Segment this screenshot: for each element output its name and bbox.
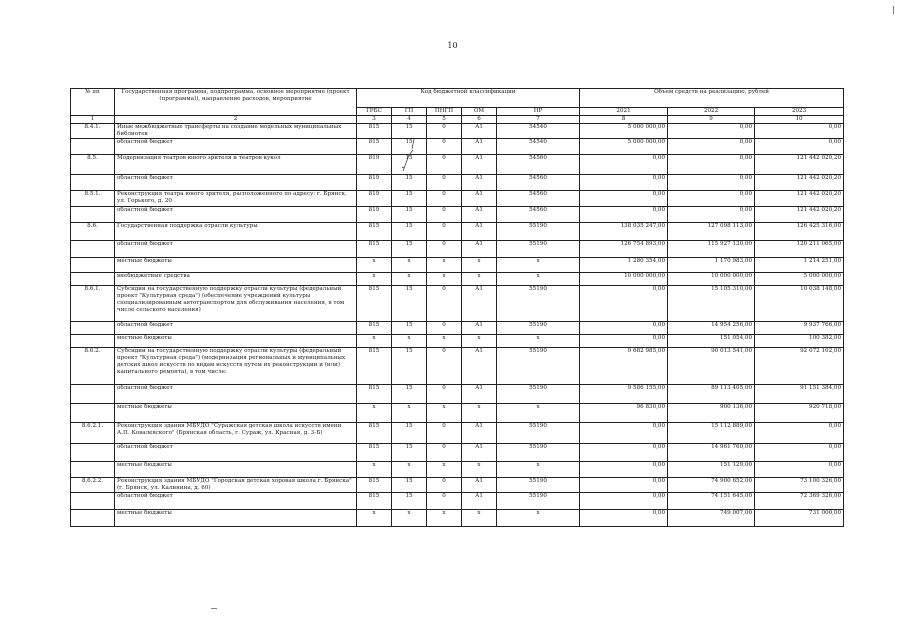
header-pngp: ПНГП: [427, 108, 462, 116]
row-value-2023: 10 038 148,00: [755, 285, 844, 321]
row-nr: 54560: [497, 154, 580, 174]
row-nr: х: [497, 257, 580, 272]
row-value-2021: 5 000 000,00: [580, 138, 668, 154]
row-grbs: 815: [357, 477, 392, 492]
row-value-2023: 731 000,00: [755, 509, 844, 526]
row-value-2021: 9 586 155,00: [580, 384, 668, 403]
row-value-2021: 0,00: [580, 461, 668, 477]
row-value-2021: 9 682 985,00: [580, 347, 668, 384]
row-pngp: 0: [427, 443, 462, 461]
row-value-2022: 89 113 405,00: [668, 384, 755, 403]
row-name: областной бюджет: [115, 321, 357, 334]
row-om: А1: [462, 347, 497, 384]
table-row: [71, 443, 844, 461]
row-value-2023: 121 442 020,20: [755, 190, 844, 206]
corner-tick-mark: [893, 6, 894, 14]
row-number: 8.6.2.2.: [71, 477, 115, 492]
row-gp: х: [392, 509, 427, 526]
row-om: А1: [462, 422, 497, 443]
row-value-2022: 115 927 130,00: [668, 240, 755, 257]
row-value-2022: 14 961 760,00: [668, 443, 755, 461]
row-pngp: 0: [427, 154, 462, 174]
row-number: [71, 321, 115, 334]
row-value-2022: 0,00: [668, 206, 755, 222]
row-number: [71, 272, 115, 285]
row-gp: 15: [392, 384, 427, 403]
header-2021: 2021: [580, 108, 668, 116]
row-grbs: 819: [357, 174, 392, 190]
row-name: Модернизация театров юного зрителя и театров кукол: [115, 154, 357, 174]
column-index: 2: [115, 116, 357, 124]
table-row: [71, 477, 844, 492]
footer-mark: [211, 608, 217, 609]
row-value-2023: 91 151 384,00: [755, 384, 844, 403]
row-om: А1: [462, 154, 497, 174]
row-pngp: 0: [427, 190, 462, 206]
table-row: [71, 492, 844, 509]
row-value-2023: 0,00: [755, 138, 844, 154]
row-value-2022: 14 954 256,00: [668, 321, 755, 334]
row-name: областной бюджет: [115, 206, 357, 222]
column-index-row: [71, 116, 844, 124]
row-value-2023: 0,00: [755, 124, 844, 139]
row-value-2023: 5 000 000,00: [755, 272, 844, 285]
header-kbk: Код бюджетной классификации: [357, 89, 580, 108]
row-nr: 55190: [497, 443, 580, 461]
row-nr: 55190: [497, 347, 580, 384]
page-number: 10: [447, 41, 458, 50]
row-om: А1: [462, 190, 497, 206]
row-name: Субсидии на государственную поддержку отрасли культуры (федеральный проект "Культурная среда") (обеспечение учреждений культуры специализированным автотранспортом для обслуживания населения, в том числе сельского населения): [115, 285, 357, 321]
row-value-2022: 0,00: [668, 138, 755, 154]
column-index: 5: [427, 116, 462, 124]
row-name: местные бюджеты: [115, 257, 357, 272]
row-grbs: х: [357, 403, 392, 422]
row-number: [71, 492, 115, 509]
table-row: [71, 154, 844, 174]
row-value-2022: 74 900 652,00: [668, 477, 755, 492]
row-name: областной бюджет: [115, 174, 357, 190]
row-gp: 15: [392, 222, 427, 240]
row-grbs: 815: [357, 422, 392, 443]
row-name: Субсидии на государственную поддержку отрасли культуры (федеральный проект "Культурная среда") (модернизация региональных и муниципальных детских школ искусств по видам искусств путем их реконструкции и (или) капитального ремонта), в том числе:: [115, 347, 357, 384]
row-grbs: х: [357, 461, 392, 477]
table-row: [71, 461, 844, 477]
row-gp: 15: [392, 321, 427, 334]
row-grbs: 819: [357, 190, 392, 206]
table-row: [71, 509, 844, 526]
header-2022: 2022: [668, 108, 755, 116]
row-value-2021: 0,00: [580, 321, 668, 334]
row-number: [71, 138, 115, 154]
row-nr: 55190: [497, 422, 580, 443]
row-nr: х: [497, 334, 580, 347]
row-name: областной бюджет: [115, 443, 357, 461]
row-value-2022: 15 105 310,00: [668, 285, 755, 321]
row-value-2021: 1 280 354,00: [580, 257, 668, 272]
table-row: [71, 422, 844, 443]
row-pngp: х: [427, 461, 462, 477]
row-value-2021: 0,00: [580, 190, 668, 206]
row-grbs: 815: [357, 443, 392, 461]
row-value-2022: 0,00: [668, 124, 755, 139]
column-index: 4: [392, 116, 427, 124]
row-number: 8.6.: [71, 222, 115, 240]
row-gp: х: [392, 461, 427, 477]
row-grbs: х: [357, 272, 392, 285]
row-om: х: [462, 257, 497, 272]
table-row: [71, 206, 844, 222]
row-name: областной бюджет: [115, 138, 357, 154]
row-name: областной бюджет: [115, 384, 357, 403]
row-number: [71, 257, 115, 272]
table-row: [71, 124, 844, 139]
row-value-2021: 10 000 000,00: [580, 272, 668, 285]
row-grbs: 815: [357, 492, 392, 509]
row-gp: 15: [392, 443, 427, 461]
row-number: 8.5.1.: [71, 190, 115, 206]
row-om: А1: [462, 477, 497, 492]
row-value-2023: 9 937 766,00: [755, 321, 844, 334]
row-nr: 54560: [497, 206, 580, 222]
table-body: [71, 124, 844, 527]
row-grbs: 819: [357, 154, 392, 174]
row-number: [71, 443, 115, 461]
table-row: [71, 403, 844, 422]
row-om: А1: [462, 174, 497, 190]
table-row: [71, 222, 844, 240]
row-value-2022: 151 054,00: [668, 334, 755, 347]
row-pngp: х: [427, 403, 462, 422]
row-value-2022: 0,00: [668, 154, 755, 174]
row-value-2021: 0,00: [580, 477, 668, 492]
row-name: Государственная поддержка отрасли культуры: [115, 222, 357, 240]
header-gp: ГП: [392, 108, 427, 116]
table-row: [71, 334, 844, 347]
row-grbs: х: [357, 257, 392, 272]
row-value-2022: 0,00: [668, 190, 755, 206]
row-name: Реконструкция здания МБУДО "Суражская детская школа искусств имени А.П. Ковалевского" (Брянская область, г. Сураж, ул. Красная, д. 3-Б): [115, 422, 357, 443]
row-pngp: х: [427, 334, 462, 347]
row-nr: 55190: [497, 384, 580, 403]
column-index: 8: [580, 116, 668, 124]
row-om: х: [462, 403, 497, 422]
row-value-2022: 0,00: [668, 174, 755, 190]
row-value-2022: 749 007,00: [668, 509, 755, 526]
row-pngp: 0: [427, 174, 462, 190]
row-pngp: 0: [427, 138, 462, 154]
row-pngp: 0: [427, 422, 462, 443]
row-number: 8.5.: [71, 154, 115, 174]
row-value-2023: 0,00: [755, 461, 844, 477]
row-grbs: х: [357, 334, 392, 347]
header-row: [71, 89, 844, 108]
row-value-2023: 121 442 020,20: [755, 154, 844, 174]
row-pngp: 0: [427, 285, 462, 321]
row-value-2021: 0,00: [580, 154, 668, 174]
column-index: 3: [357, 116, 392, 124]
row-value-2021: 0,00: [580, 509, 668, 526]
row-nr: 55190: [497, 222, 580, 240]
row-value-2021: 0,00: [580, 174, 668, 190]
row-nr: х: [497, 461, 580, 477]
row-pngp: 0: [427, 477, 462, 492]
header-num: № пп: [71, 89, 115, 116]
row-nr: х: [497, 509, 580, 526]
row-gp: х: [392, 257, 427, 272]
row-number: [71, 240, 115, 257]
row-value-2022: 10 000 000,00: [668, 272, 755, 285]
header-name: Государственная программа, подпрограмма, основное мероприятие (проект (программа)), направление расходов, мероприятие: [115, 89, 357, 116]
row-value-2022: 1 170 983,00: [668, 257, 755, 272]
row-pngp: 0: [427, 124, 462, 139]
table-row: [71, 272, 844, 285]
row-value-2021: 0,00: [580, 443, 668, 461]
row-name: Реконструкция здания МБУДО "Городская детская хоровая школа г. Брянска" (г. Брянск, ул. Калинина, д. 60): [115, 477, 357, 492]
row-value-2022: 151 129,00: [668, 461, 755, 477]
row-pngp: 0: [427, 384, 462, 403]
row-nr: 54540: [497, 124, 580, 139]
row-grbs: 815: [357, 347, 392, 384]
row-name: областной бюджет: [115, 492, 357, 509]
row-name: местные бюджеты: [115, 403, 357, 422]
row-pngp: 0: [427, 347, 462, 384]
row-gp: х: [392, 403, 427, 422]
row-number: 8.6.2.: [71, 347, 115, 384]
row-name: областной бюджет: [115, 240, 357, 257]
row-value-2021: 0,00: [580, 422, 668, 443]
row-value-2023: 121 442 020,20: [755, 206, 844, 222]
header-nr: НР: [497, 108, 580, 116]
row-om: х: [462, 461, 497, 477]
row-value-2023: 121 442 020,20: [755, 174, 844, 190]
row-om: А1: [462, 240, 497, 257]
row-om: А1: [462, 138, 497, 154]
row-number: [71, 403, 115, 422]
row-value-2023: 73 100 326,00: [755, 477, 844, 492]
row-gp: 15: [392, 422, 427, 443]
row-value-2021: 138 035 247,00: [580, 222, 668, 240]
row-value-2021: 0,00: [580, 492, 668, 509]
row-value-2023: 1 214 251,00: [755, 257, 844, 272]
row-name: Реконструкция театра юного зрителя, расположенного по адресу: г. Брянск, ул. Горького, д. 20: [115, 190, 357, 206]
row-grbs: 815: [357, 384, 392, 403]
row-value-2022: 900 136,00: [668, 403, 755, 422]
row-pngp: х: [427, 257, 462, 272]
row-value-2021: 126 754 893,00: [580, 240, 668, 257]
row-om: А1: [462, 124, 497, 139]
row-pngp: 0: [427, 222, 462, 240]
row-nr: х: [497, 272, 580, 285]
row-name: местные бюджеты: [115, 461, 357, 477]
column-index: 6: [462, 116, 497, 124]
table-row: [71, 257, 844, 272]
row-value-2021: 0,00: [580, 206, 668, 222]
table-row: [71, 240, 844, 257]
row-gp: 15: [392, 124, 427, 139]
row-gp: х: [392, 272, 427, 285]
row-grbs: 815: [357, 138, 392, 154]
row-nr: 55190: [497, 492, 580, 509]
row-gp: 15: [392, 190, 427, 206]
column-index: 9: [668, 116, 755, 124]
row-nr: 54560: [497, 190, 580, 206]
row-nr: 55190: [497, 285, 580, 321]
row-om: х: [462, 272, 497, 285]
row-number: [71, 334, 115, 347]
row-grbs: 819: [357, 206, 392, 222]
row-grbs: 815: [357, 240, 392, 257]
row-gp: 15: [392, 206, 427, 222]
row-value-2021: 96 830,00: [580, 403, 668, 422]
row-grbs: 815: [357, 321, 392, 334]
row-gp: 15: [392, 138, 427, 154]
row-value-2023: 920 718,00: [755, 403, 844, 422]
row-nr: 55190: [497, 240, 580, 257]
row-grbs: х: [357, 509, 392, 526]
row-grbs: 815: [357, 285, 392, 321]
row-grbs: 815: [357, 222, 392, 240]
row-nr: 55190: [497, 477, 580, 492]
row-number: [71, 461, 115, 477]
row-value-2022: 15 112 889,00: [668, 422, 755, 443]
row-value-2021: 0,00: [580, 334, 668, 347]
row-name: местные бюджеты: [115, 334, 357, 347]
row-name: внебюджетные средства: [115, 272, 357, 285]
row-nr: 54540: [497, 138, 580, 154]
row-number: [71, 174, 115, 190]
row-grbs: 815: [357, 124, 392, 139]
row-number: [71, 206, 115, 222]
budget-table: [70, 88, 844, 527]
row-om: х: [462, 509, 497, 526]
row-gp: 15: [392, 477, 427, 492]
row-number: [71, 384, 115, 403]
row-nr: 55190: [497, 321, 580, 334]
row-value-2023: 0,00: [755, 443, 844, 461]
row-gp: 15: [392, 154, 427, 174]
header-grbs: ГРБС: [357, 108, 392, 116]
table-row: [71, 384, 844, 403]
row-om: х: [462, 334, 497, 347]
row-om: А1: [462, 384, 497, 403]
row-number: 8.4.1.: [71, 124, 115, 139]
row-om: А1: [462, 443, 497, 461]
table-row: [71, 174, 844, 190]
header-om: ОМ: [462, 108, 497, 116]
row-pngp: 0: [427, 240, 462, 257]
column-index: 7: [497, 116, 580, 124]
row-om: А1: [462, 492, 497, 509]
row-om: А1: [462, 321, 497, 334]
row-value-2021: 0,00: [580, 285, 668, 321]
table-row: [71, 138, 844, 154]
row-value-2023: 92 072 102,00: [755, 347, 844, 384]
row-number: 8.6.1.: [71, 285, 115, 321]
row-pngp: х: [427, 509, 462, 526]
row-value-2023: 0,00: [755, 422, 844, 443]
row-value-2022: 127 098 113,00: [668, 222, 755, 240]
row-number: 8.6.2.1.: [71, 422, 115, 443]
column-index: 1: [71, 116, 115, 124]
row-value-2023: 120 211 065,00: [755, 240, 844, 257]
row-value-2022: 90 013 541,00: [668, 347, 755, 384]
row-gp: 15: [392, 492, 427, 509]
row-nr: 54560: [497, 174, 580, 190]
row-value-2023: 100 382,00: [755, 334, 844, 347]
row-om: А1: [462, 285, 497, 321]
row-value-2022: 74 151 645,00: [668, 492, 755, 509]
table-row: [71, 190, 844, 206]
row-gp: 15: [392, 285, 427, 321]
row-om: А1: [462, 222, 497, 240]
row-gp: х: [392, 334, 427, 347]
row-pngp: х: [427, 272, 462, 285]
row-value-2021: 5 000 000,00: [580, 124, 668, 139]
row-number: [71, 509, 115, 526]
row-gp: 15: [392, 347, 427, 384]
row-pngp: 0: [427, 492, 462, 509]
row-om: А1: [462, 206, 497, 222]
row-value-2023: 72 369 326,00: [755, 492, 844, 509]
table-row: [71, 347, 844, 384]
row-value-2023: 126 425 316,00: [755, 222, 844, 240]
table-row: [71, 321, 844, 334]
row-name: местные бюджеты: [115, 509, 357, 526]
row-name: Иные межбюджетные трансферты на создание модельных муниципальных библиотек: [115, 124, 357, 139]
row-pngp: 0: [427, 321, 462, 334]
row-gp: 15: [392, 174, 427, 190]
row-pngp: 0: [427, 206, 462, 222]
column-index: 10: [755, 116, 844, 124]
row-nr: х: [497, 403, 580, 422]
table-row: [71, 285, 844, 321]
header-2023: 2023: [755, 108, 844, 116]
header-volume: Объем средств на реализацию, рублей: [580, 89, 844, 108]
row-gp: 15: [392, 240, 427, 257]
handwritten-mark: [398, 137, 420, 177]
